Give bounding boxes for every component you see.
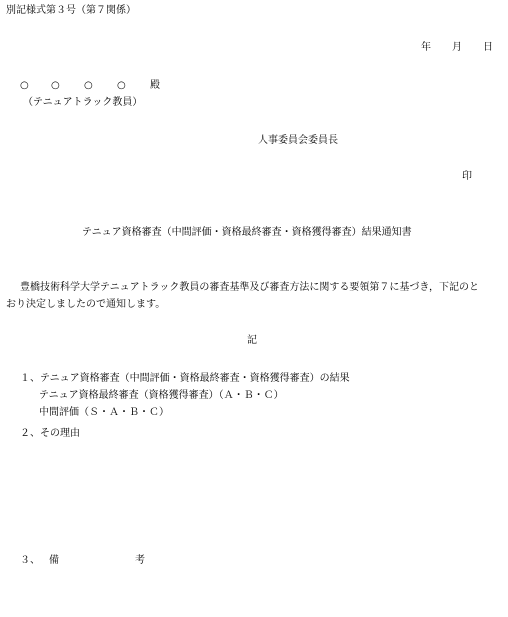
ki-heading: 記 bbox=[247, 335, 257, 346]
addressee-placeholder-3: ○ bbox=[84, 80, 93, 91]
item-1-interim: 中間評価（Ｓ・Ａ・Ｂ・Ｃ） bbox=[39, 407, 169, 418]
sender: 人事委員会委員長 bbox=[258, 135, 338, 146]
date-year: 年 bbox=[421, 42, 431, 53]
body-text-line-1: 豊橋技術科学大学テニュアトラック教員の審査基準及び審査方法に関する要領第７に基づき，下記のと bbox=[20, 282, 479, 293]
item-1-final-review: テニュア資格最終審査（資格獲得審査）（Ａ・Ｂ・Ｃ） bbox=[39, 390, 284, 401]
item-3-number: ３、 bbox=[20, 555, 40, 566]
addressee-honorific: 殿 bbox=[150, 80, 160, 91]
item-3-kou: 考 bbox=[135, 555, 145, 566]
addressee-placeholder-1: ○ bbox=[20, 80, 29, 91]
seal-mark: 印 bbox=[462, 171, 472, 182]
body-text-line-2: おり決定しましたので通知します。 bbox=[6, 299, 166, 310]
addressee-placeholder-4: ○ bbox=[117, 80, 126, 91]
date-day: 日 bbox=[483, 42, 493, 53]
date-month: 月 bbox=[452, 42, 462, 53]
item-2-heading: ２、その理由 bbox=[20, 428, 80, 439]
form-label: 別記様式第３号（第７関係） bbox=[6, 5, 136, 16]
item-3-bi: 備 bbox=[49, 555, 59, 566]
addressee-role: （テニュアトラック教員） bbox=[23, 97, 143, 108]
document-title: テニュア資格審査（中間評価・資格最終審査・資格獲得審査）結果通知書 bbox=[82, 227, 412, 238]
item-1-heading: １、テニュア資格審査（中間評価・資格最終審査・資格獲得審査）の結果 bbox=[20, 373, 350, 384]
addressee-placeholder-2: ○ bbox=[51, 80, 60, 91]
